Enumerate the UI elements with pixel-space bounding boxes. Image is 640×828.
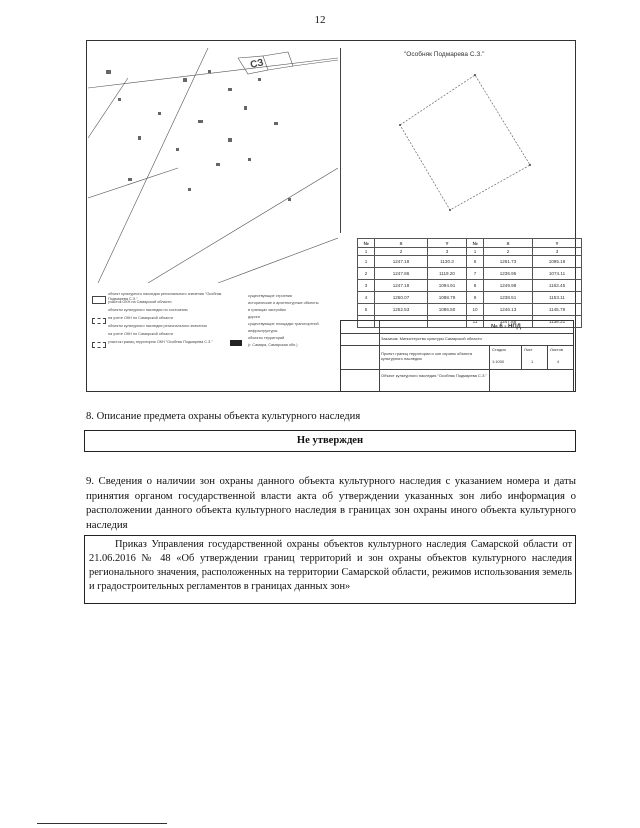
title-block [340, 320, 574, 392]
table-cell: 6 [467, 256, 484, 268]
table-cell: 2 [484, 248, 533, 256]
legend-item: на учете ОКН по Самарской области [108, 316, 173, 320]
table-cell: 1 [358, 256, 375, 268]
page-number: 12 [314, 14, 326, 26]
legend-item: в границах застройки [248, 308, 286, 312]
svg-text:СЗ: СЗ [249, 57, 265, 71]
legend-swatch [92, 296, 106, 304]
table-cell: 1094.91 [428, 280, 467, 292]
table-cell: 1074.11 [533, 268, 582, 280]
table-cell: 2 [375, 248, 428, 256]
table-cell: 1250.07 [375, 292, 428, 304]
stamp-scale: 1:1000 [492, 359, 505, 364]
legend-item: участок ОКН на Самарской области [108, 300, 172, 304]
table-cell: 4 [358, 292, 375, 304]
table-cell: 1 [358, 248, 375, 256]
stamp-title: Проект границ территории и зон охраны объекта культурного наследия [381, 351, 472, 361]
table-cell: Y [428, 239, 467, 248]
site-plan [88, 48, 338, 283]
legend-item: объект культурного наследия регионального значения "Особняк Подмарева С.З." [108, 292, 222, 301]
table-cell: Y [533, 239, 582, 248]
table-cell: 1247.18 [375, 256, 428, 268]
table-cell: 1249.98 [484, 280, 533, 292]
legend-item: участок границ территории ОКН "Особняк Подмарева С.З." [108, 340, 213, 344]
stamp-customer: Заказчик: Министерство культуры Самарской области [381, 336, 482, 341]
legend-item: объекты культурного наследия по состоянию [108, 308, 188, 312]
table-cell: X [375, 239, 428, 248]
table-cell: 9 [467, 292, 484, 304]
legend-item: дороги [248, 315, 261, 319]
table-cell: 1086.50 [428, 304, 467, 316]
section-9-box: Приказ Управления государственной охраны объектов культурного наследия Самарской области от 21.06.2016 № 48 «Об утверждении границ территорий и зон охраны объектов культурного наследия регионального значения, расположенных на территории Самарской области, режимов использования земель и градостроительных регламентов в границах данных зон» [84, 535, 576, 604]
table-cell: 7 [467, 268, 484, 280]
legend-swatch [230, 340, 242, 346]
table-cell: 1236.95 [484, 268, 533, 280]
table-row [358, 239, 582, 248]
section-9-heading: 9. Сведения о наличии зон охраны данного объекта культурного наследия с указанием номера и даты принятия органом государственной власти акта об утверждении указанных зон либо информация о расположении данного объекта культурного наследия в границах зон охраны иного объекта культурного наследия [86, 475, 576, 531]
table-row [358, 248, 582, 256]
table-cell: 3 [428, 248, 467, 256]
coordinates-table [357, 238, 582, 328]
table-cell: 11 [467, 316, 484, 328]
stamp-stage-label: Стадия [492, 347, 506, 352]
legend-item: (г. Самара, Самарская обл.) [248, 343, 298, 347]
legend-swatch [92, 342, 106, 348]
legend-item: объекты культурного наследия регионального значения [108, 324, 207, 328]
table-cell: 1 [467, 248, 484, 256]
table-cell: 1163.45 [533, 280, 582, 292]
table-cell: № [358, 239, 375, 248]
stamp-sheets-label: Листов [550, 347, 563, 352]
legend-item: существующие строения [248, 294, 292, 298]
table-cell: 1246.13 [484, 304, 533, 316]
stamp-code: № 6 - НПД [491, 324, 521, 330]
table-cell: X [484, 239, 533, 248]
footer-rule [37, 823, 167, 824]
table-cell: 2 [358, 268, 375, 280]
table-cell: 1247.18 [375, 280, 428, 292]
table-cell: 1095.18 [533, 256, 582, 268]
table-cell: 1252.53 [375, 304, 428, 316]
table-cell: 1261.73 [484, 256, 533, 268]
legend-item: на учете ОКН по Самарской области [108, 332, 173, 336]
table-cell: № [467, 239, 484, 248]
table-cell: 1153.11 [533, 292, 582, 304]
legend-item: существующие площадки транспортной [248, 322, 319, 326]
table-cell: 1247.86 [375, 268, 428, 280]
legend-item: инфраструктуры [248, 329, 278, 333]
table-row [358, 280, 582, 292]
table-cell: 1247.88 [484, 316, 533, 328]
inset-label: "Особняк Подмарева С.З." [404, 51, 485, 58]
boundary-outline [380, 70, 560, 220]
table-cell: 1119.20 [428, 268, 467, 280]
stamp-sheet: 1 [531, 359, 534, 364]
table-cell: 3 [533, 248, 582, 256]
table-cell: 1130.3 [428, 256, 467, 268]
table-cell: 10 [467, 304, 484, 316]
section-8-status: Не утвержден [296, 435, 364, 446]
legend-item: исторические и архитектурные объекты [248, 301, 319, 305]
table-cell: 1088.79 [428, 292, 467, 304]
table-row [358, 292, 582, 304]
table-cell: 1145.78 [533, 304, 582, 316]
table-cell: 5 [358, 304, 375, 316]
table-cell: 3 [358, 280, 375, 292]
stamp-object: Объект культурного наследия "Особняк Подмарева С.З." [381, 373, 487, 378]
legend-swatch [92, 318, 106, 324]
legend-item: объекты территорий [248, 336, 285, 340]
table-cell: 1238.51 [484, 292, 533, 304]
table-row [358, 304, 582, 316]
table-row [358, 256, 582, 268]
section-8-box [84, 430, 576, 452]
table-cell: 1138.31 [533, 316, 582, 328]
stamp-sheets: 4 [557, 359, 560, 364]
section-8-heading: 8. Описание предмета охраны объекта культурного наследия [86, 411, 361, 422]
table-cell: 8 [467, 280, 484, 292]
table-row [358, 268, 582, 280]
stamp-sheet-label: Лист [524, 347, 533, 352]
